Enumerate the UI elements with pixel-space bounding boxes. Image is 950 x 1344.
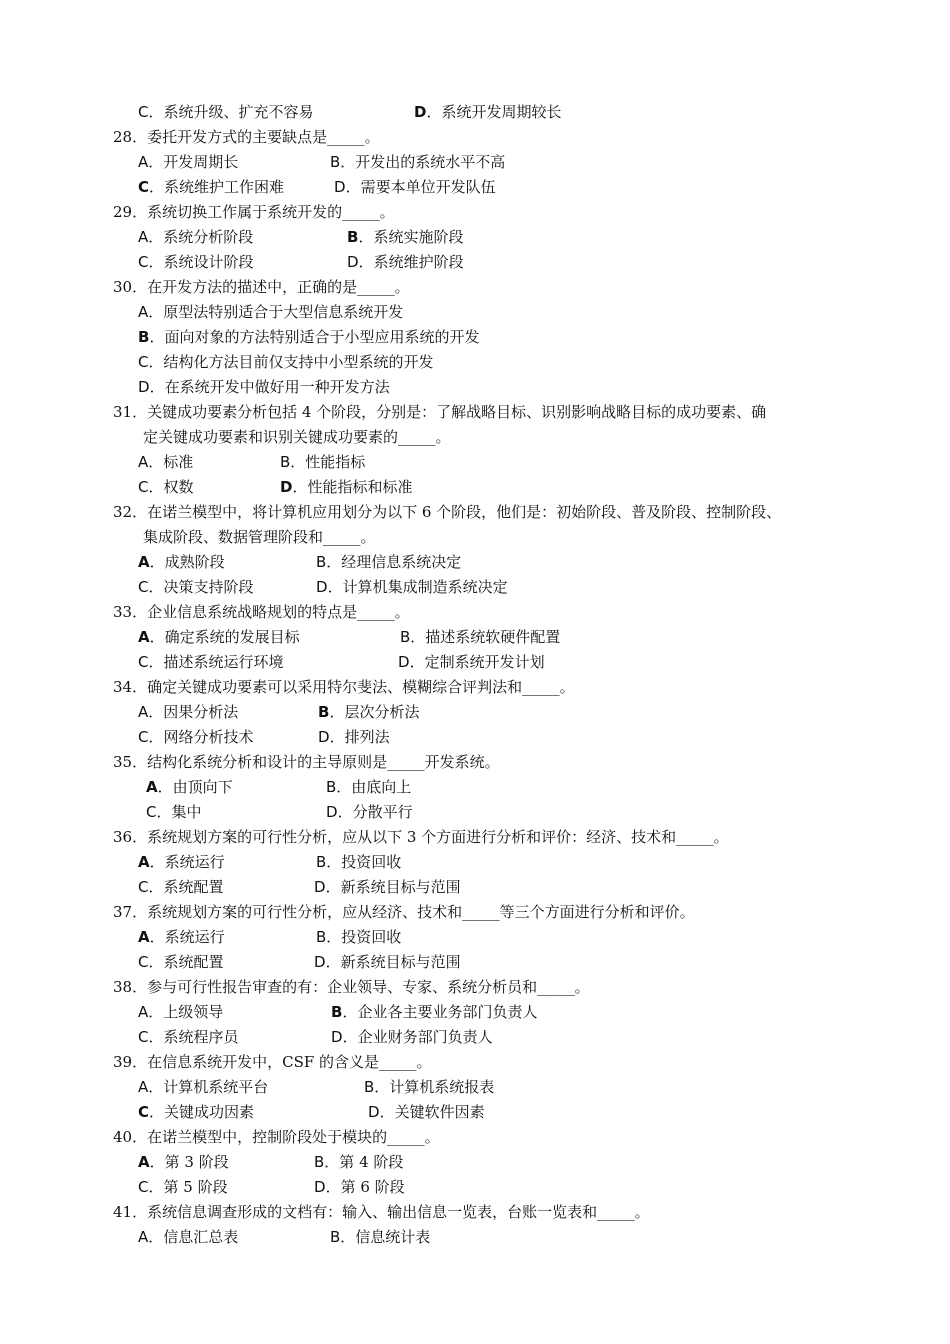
option-key: C xyxy=(138,253,149,271)
option-key: D xyxy=(138,378,150,396)
answer-option-c xyxy=(138,352,434,372)
question-text: 40．在诺兰模型中，控制阶段处于模块的_____。 xyxy=(113,1128,440,1146)
option-key: D xyxy=(414,103,427,121)
option-text: ．开发出的系统水平不高 xyxy=(340,153,506,171)
answer-option-c xyxy=(138,1102,254,1122)
answer-option-a xyxy=(138,627,300,647)
option-text: ．系统运行 xyxy=(149,928,225,946)
option-key: C xyxy=(138,1178,149,1196)
option-key: D xyxy=(331,1028,343,1046)
option-text: ．原型法特别适合于大型信息系统开发 xyxy=(148,303,404,321)
answer-option-a xyxy=(138,1152,229,1172)
question-text: 33．企业信息系统战略规划的特点是_____。 xyxy=(113,603,410,621)
option-text: ．系统运行 xyxy=(149,853,225,871)
option-key: B xyxy=(330,1228,341,1246)
option-text: ．企业各主要业务部门负责人 xyxy=(342,1003,538,1021)
answer-option-c xyxy=(138,477,194,497)
option-key: D xyxy=(334,178,346,196)
answer-option-c xyxy=(138,1027,239,1047)
option-text: ．信息汇总表 xyxy=(148,1228,239,1246)
answer-option-d xyxy=(331,1027,493,1047)
answer-option-d xyxy=(280,477,412,497)
option-key: B xyxy=(331,1003,343,1021)
option-text: ．系统实施阶段 xyxy=(358,228,464,246)
option-key: A xyxy=(138,928,150,946)
question-text: 38．参与可行性报告审查的有：企业领导、专家、系统分析员和_____。 xyxy=(113,978,590,996)
option-text: ．关键成功因素 xyxy=(149,1103,255,1121)
option-text: ．系统配置 xyxy=(148,878,224,896)
option-text: ．确定系统的发展目标 xyxy=(149,628,300,646)
option-text: ．由底向上 xyxy=(336,778,412,796)
option-key: A xyxy=(138,553,150,571)
option-text: ．计算机系统报表 xyxy=(374,1078,495,1096)
option-key: D xyxy=(347,253,359,271)
answer-option-c xyxy=(146,802,202,822)
answer-option-b xyxy=(316,927,401,947)
answer-option-b xyxy=(331,1002,537,1022)
option-key: D xyxy=(316,578,328,596)
option-text: ．系统程序员 xyxy=(148,1028,239,1046)
option-key: A xyxy=(138,1078,149,1096)
option-text: ．系统分析阶段 xyxy=(148,228,254,246)
answer-option-a xyxy=(138,1002,223,1022)
option-text: ．上级领导 xyxy=(148,1003,224,1021)
answer-option-b xyxy=(326,777,411,797)
option-key: D xyxy=(280,478,293,496)
option-text: ．系统升级、扩充不容易 xyxy=(148,103,314,121)
option-key: C xyxy=(138,353,149,371)
answer-option-b xyxy=(280,452,365,472)
answer-option-a xyxy=(146,777,233,797)
option-key: A xyxy=(138,703,149,721)
answer-option-c xyxy=(138,577,254,597)
option-key: C xyxy=(138,1028,149,1046)
option-key: A xyxy=(138,1003,149,1021)
option-text: ．排列法 xyxy=(329,728,390,746)
option-key: D xyxy=(314,878,326,896)
option-key: A xyxy=(138,153,149,171)
option-key: D xyxy=(398,653,410,671)
answer-option-a xyxy=(138,1077,268,1097)
option-text: ．结构化方法目前仅支持中小型系统的开发 xyxy=(148,353,434,371)
question-text: 31．关键成功要素分析包括 4 个阶段，分别是：了解战略目标、识别影响战略目标的成功要素、确 xyxy=(113,403,767,421)
option-text: ．成熟阶段 xyxy=(149,553,225,571)
option-text: ．开发周期长 xyxy=(148,153,239,171)
answer-option-b xyxy=(364,1077,494,1097)
answer-option-a xyxy=(138,1227,238,1247)
option-key: C xyxy=(138,578,149,596)
answer-option-c xyxy=(138,102,314,122)
answer-option-c xyxy=(138,952,224,972)
option-text: ．第 3 阶段 xyxy=(149,1153,229,1171)
option-key: B xyxy=(314,1153,325,1171)
answer-option-c xyxy=(138,877,224,897)
answer-option-c xyxy=(138,1177,228,1197)
option-text: ．集中 xyxy=(156,803,202,821)
answer-option-b xyxy=(400,627,560,647)
answer-option-d xyxy=(314,952,461,972)
option-text: ．性能指标 xyxy=(290,453,366,471)
option-key: B xyxy=(347,228,359,246)
option-text: ．系统开发周期较长 xyxy=(426,103,562,121)
option-text: ．第 5 阶段 xyxy=(148,1178,228,1196)
question-text: 34．确定关键成功要素可以采用特尔斐法、模糊综合评判法和_____。 xyxy=(113,678,575,696)
answer-option-a xyxy=(138,452,193,472)
option-text: ．在系统开发中做好用一种开发方法 xyxy=(149,378,390,396)
option-text: ．网络分析技术 xyxy=(148,728,254,746)
option-text: ．面向对象的方法特别适合于小型应用系统的开发 xyxy=(149,328,480,346)
option-key: A xyxy=(146,778,158,796)
option-key: A xyxy=(138,228,149,246)
option-text: ．分散平行 xyxy=(337,803,413,821)
option-key: D xyxy=(318,728,330,746)
option-text: ．经理信息系统决定 xyxy=(326,553,462,571)
option-text: ．需要本单位开发队伍 xyxy=(345,178,496,196)
option-key: C xyxy=(138,728,149,746)
option-key: C xyxy=(138,878,149,896)
answer-option-c xyxy=(138,727,254,747)
option-text: ．投资回收 xyxy=(326,928,402,946)
answer-option-a xyxy=(138,152,238,172)
option-text: ．企业财务部门负责人 xyxy=(342,1028,493,1046)
question-text: 36．系统规划方案的可行性分析，应从以下 3 个方面进行分析和评价：经济、技术和_____。 xyxy=(113,828,729,846)
option-text: ．计算机集成制造系统决定 xyxy=(327,578,508,596)
question-text: 41．系统信息调查形成的文档有：输入、输出信息一览表，台账一览表和_____。 xyxy=(113,1203,650,1221)
answer-option-d xyxy=(414,102,561,122)
answer-option-b xyxy=(347,227,463,247)
answer-option-a xyxy=(138,852,225,872)
option-text: ．系统配置 xyxy=(148,953,224,971)
answer-option-b xyxy=(330,1227,430,1247)
option-text: ．由顶向下 xyxy=(157,778,233,796)
option-key: D xyxy=(314,1178,326,1196)
option-key: B xyxy=(138,328,150,346)
question-text: 39．在信息系统开发中，CSF 的含义是_____。 xyxy=(113,1053,432,1071)
option-text: ．系统维护阶段 xyxy=(358,253,464,271)
option-text: ．层次分析法 xyxy=(329,703,420,721)
answer-option-a xyxy=(138,702,238,722)
option-text: ．投资回收 xyxy=(326,853,402,871)
option-key: B xyxy=(400,628,411,646)
option-key: B xyxy=(318,703,330,721)
option-key: A xyxy=(138,1153,150,1171)
option-key: C xyxy=(138,103,149,121)
option-key: B xyxy=(364,1078,375,1096)
option-key: A xyxy=(138,453,149,471)
answer-option-c xyxy=(138,177,284,197)
option-text: ．系统设计阶段 xyxy=(148,253,254,271)
option-text: ．系统维护工作困难 xyxy=(149,178,285,196)
answer-option-d xyxy=(326,802,413,822)
answer-option-d xyxy=(347,252,464,272)
option-key: C xyxy=(138,478,149,496)
option-text: ．第 6 阶段 xyxy=(325,1178,405,1196)
question-text: 30．在开发方法的描述中，正确的是_____。 xyxy=(113,278,410,296)
answer-option-b xyxy=(138,327,479,347)
question-text: 集成阶段、数据管理阶段和_____。 xyxy=(143,528,376,546)
option-key: B xyxy=(316,553,327,571)
option-key: B xyxy=(280,453,291,471)
option-key: B xyxy=(316,928,327,946)
option-key: A xyxy=(138,303,149,321)
question-text: 28．委托开发方式的主要缺点是_____。 xyxy=(113,128,380,146)
answer-option-a xyxy=(138,227,253,247)
question-text: 37．系统规划方案的可行性分析，应从经济、技术和_____等三个方面进行分析和评价。 xyxy=(113,903,695,921)
option-key: C xyxy=(138,1103,150,1121)
option-text: ．权数 xyxy=(148,478,194,496)
option-text: ．决策支持阶段 xyxy=(148,578,254,596)
answer-option-c xyxy=(138,252,254,272)
answer-option-b xyxy=(316,852,401,872)
option-text: ．新系统目标与范围 xyxy=(325,878,461,896)
answer-option-b xyxy=(318,702,419,722)
question-text: 29．系统切换工作属于系统开发的_____。 xyxy=(113,203,395,221)
answer-option-d xyxy=(398,652,545,672)
option-text: ．描述系统软硬件配置 xyxy=(410,628,561,646)
answer-option-d xyxy=(318,727,390,747)
option-key: C xyxy=(138,953,149,971)
option-key: B xyxy=(326,778,337,796)
answer-option-a xyxy=(138,927,225,947)
answer-option-d xyxy=(314,1177,405,1197)
answer-option-d xyxy=(138,377,390,397)
option-key: B xyxy=(330,153,341,171)
option-text: ．信息统计表 xyxy=(340,1228,431,1246)
option-text: ．定制系统开发计划 xyxy=(409,653,545,671)
option-key: A xyxy=(138,628,150,646)
answer-option-a xyxy=(138,302,403,322)
answer-option-b xyxy=(316,552,461,572)
option-text: ．关键软件因素 xyxy=(379,1103,485,1121)
answer-option-b xyxy=(314,1152,403,1172)
question-text: 32．在诺兰模型中，将计算机应用划分为以下 6 个阶段，他们是：初始阶段、普及阶段、控制阶段、 xyxy=(113,503,782,521)
question-text: 35．结构化系统分析和设计的主导原则是_____开发系统。 xyxy=(113,753,500,771)
option-key: C xyxy=(138,653,149,671)
option-key: B xyxy=(316,853,327,871)
option-key: A xyxy=(138,853,150,871)
answer-option-b xyxy=(330,152,505,172)
option-key: D xyxy=(326,803,338,821)
answer-option-d xyxy=(368,1102,485,1122)
option-text: ．因果分析法 xyxy=(148,703,239,721)
answer-option-d xyxy=(316,577,508,597)
option-key: C xyxy=(146,803,157,821)
option-text: ．计算机系统平台 xyxy=(148,1078,269,1096)
option-text: ．第 4 阶段 xyxy=(324,1153,404,1171)
option-text: ．标准 xyxy=(148,453,194,471)
answer-option-d xyxy=(314,877,461,897)
option-key: D xyxy=(314,953,326,971)
answer-option-d xyxy=(334,177,496,197)
question-text: 定关键成功要素和识别关键成功要素的_____。 xyxy=(143,428,451,446)
option-text: ．描述系统运行环境 xyxy=(148,653,284,671)
answer-option-c xyxy=(138,652,284,672)
answer-option-a xyxy=(138,552,225,572)
option-text: ．新系统目标与范围 xyxy=(325,953,461,971)
option-text: ．性能指标和标准 xyxy=(292,478,413,496)
option-key: C xyxy=(138,178,150,196)
option-key: A xyxy=(138,1228,149,1246)
option-key: D xyxy=(368,1103,380,1121)
